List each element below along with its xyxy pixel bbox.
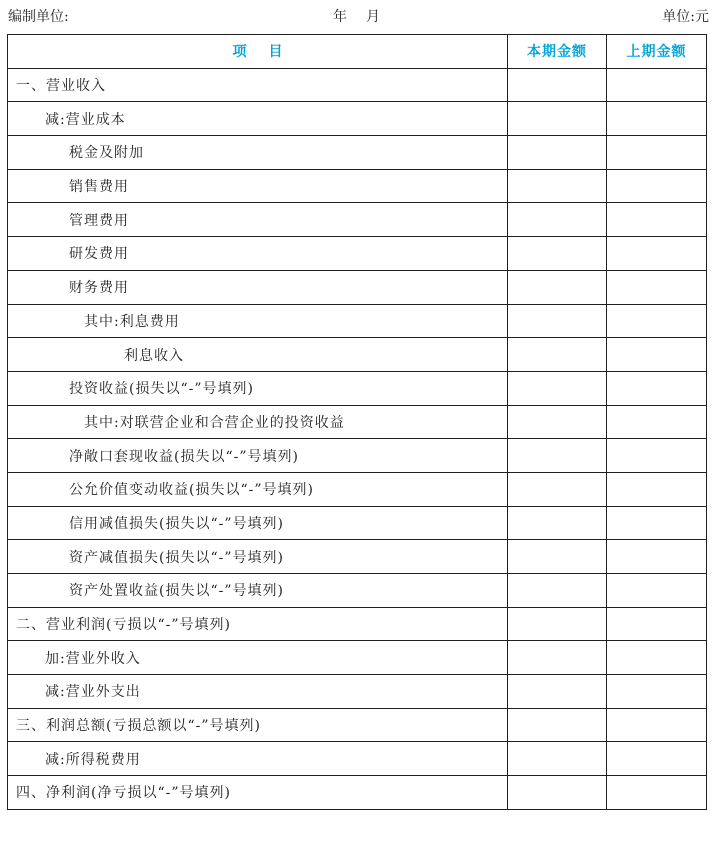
row-label: 财务费用 xyxy=(8,270,508,304)
previous-amount-cell[interactable] xyxy=(607,641,707,675)
row-label: 研发费用 xyxy=(8,237,508,271)
column-header-item-char1: 项 xyxy=(232,44,247,61)
previous-amount-cell[interactable] xyxy=(607,708,707,742)
column-header-previous-period: 上期金额 xyxy=(607,35,707,69)
row-label: 投资收益(损失以“-”号填列) xyxy=(8,371,508,405)
table-row xyxy=(8,169,707,203)
row-label: 其中:利息费用 xyxy=(8,304,508,338)
row-label: 减:营业外支出 xyxy=(8,675,508,709)
previous-amount-cell[interactable] xyxy=(607,472,707,506)
previous-amount-cell[interactable] xyxy=(607,203,707,237)
row-label: 管理费用 xyxy=(8,203,508,237)
reporting-entity-label: 编制单位: xyxy=(8,9,69,25)
row-label: 一、营业收入 xyxy=(8,68,508,102)
column-header-item xyxy=(8,35,508,69)
previous-amount-cell[interactable] xyxy=(607,506,707,540)
previous-amount-cell[interactable] xyxy=(607,742,707,776)
table-row xyxy=(8,540,707,574)
table-row xyxy=(8,338,707,372)
row-label: 资产减值损失(损失以“-”号填列) xyxy=(8,540,508,574)
month-label: 月 xyxy=(366,9,380,25)
table-row xyxy=(8,405,707,439)
row-label: 二、营业利润(亏损以“-”号填列) xyxy=(8,607,508,641)
currency-unit-label: 单位:元 xyxy=(662,9,709,25)
previous-amount-cell[interactable] xyxy=(607,304,707,338)
current-amount-cell[interactable] xyxy=(508,203,607,237)
column-header-item-char2: 目 xyxy=(268,44,283,61)
report-header xyxy=(0,0,719,34)
table-header-row xyxy=(8,35,707,69)
row-label: 减:所得税费用 xyxy=(8,742,508,776)
current-amount-cell[interactable] xyxy=(508,102,607,136)
table-row xyxy=(8,641,707,675)
table-row xyxy=(8,237,707,271)
previous-amount-cell[interactable] xyxy=(607,102,707,136)
table-row xyxy=(8,472,707,506)
previous-amount-cell[interactable] xyxy=(607,574,707,608)
previous-amount-cell[interactable] xyxy=(607,237,707,271)
previous-amount-cell[interactable] xyxy=(607,169,707,203)
previous-amount-cell[interactable] xyxy=(607,136,707,170)
table-row xyxy=(8,136,707,170)
current-amount-cell[interactable] xyxy=(508,136,607,170)
current-amount-cell[interactable] xyxy=(508,675,607,709)
row-label: 利息收入 xyxy=(8,338,508,372)
table-row xyxy=(8,270,707,304)
row-label: 公允价值变动收益(损失以“-”号填列) xyxy=(8,472,508,506)
table-row xyxy=(8,506,707,540)
previous-amount-cell[interactable] xyxy=(607,338,707,372)
current-amount-cell[interactable] xyxy=(508,506,607,540)
previous-amount-cell[interactable] xyxy=(607,540,707,574)
row-label: 其中:对联营企业和合营企业的投资收益 xyxy=(8,405,508,439)
row-label: 三、利润总额(亏损总额以“-”号填列) xyxy=(8,708,508,742)
previous-amount-cell[interactable] xyxy=(607,439,707,473)
previous-amount-cell[interactable] xyxy=(607,776,707,810)
table-row xyxy=(8,68,707,102)
current-amount-cell[interactable] xyxy=(508,270,607,304)
row-label: 四、净利润(净亏损以“-”号填列) xyxy=(8,776,508,810)
current-amount-cell[interactable] xyxy=(508,472,607,506)
current-amount-cell[interactable] xyxy=(508,371,607,405)
income-statement-table xyxy=(7,34,707,810)
previous-amount-cell[interactable] xyxy=(607,405,707,439)
current-amount-cell[interactable] xyxy=(508,439,607,473)
current-amount-cell[interactable] xyxy=(508,607,607,641)
table-row xyxy=(8,574,707,608)
table-row xyxy=(8,675,707,709)
row-label: 税金及附加 xyxy=(8,136,508,170)
table-row xyxy=(8,371,707,405)
row-label: 销售费用 xyxy=(8,169,508,203)
current-amount-cell[interactable] xyxy=(508,68,607,102)
current-amount-cell[interactable] xyxy=(508,776,607,810)
current-amount-cell[interactable] xyxy=(508,574,607,608)
column-header-current-period: 本期金额 xyxy=(508,35,607,69)
row-label: 信用减值损失(损失以“-”号填列) xyxy=(8,506,508,540)
current-amount-cell[interactable] xyxy=(508,742,607,776)
current-amount-cell[interactable] xyxy=(508,641,607,675)
previous-amount-cell[interactable] xyxy=(607,371,707,405)
table-row xyxy=(8,742,707,776)
table-row xyxy=(8,304,707,338)
table-row xyxy=(8,439,707,473)
table-row xyxy=(8,203,707,237)
row-label: 资产处置收益(损失以“-”号填列) xyxy=(8,574,508,608)
current-amount-cell[interactable] xyxy=(508,405,607,439)
row-label: 减:营业成本 xyxy=(8,102,508,136)
previous-amount-cell[interactable] xyxy=(607,607,707,641)
previous-amount-cell[interactable] xyxy=(607,270,707,304)
year-label: 年 xyxy=(333,9,347,25)
current-amount-cell[interactable] xyxy=(508,304,607,338)
current-amount-cell[interactable] xyxy=(508,540,607,574)
table-row xyxy=(8,776,707,810)
current-amount-cell[interactable] xyxy=(508,708,607,742)
current-amount-cell[interactable] xyxy=(508,169,607,203)
row-label: 净敞口套现收益(损失以“-”号填列) xyxy=(8,439,508,473)
table-row xyxy=(8,708,707,742)
table-row xyxy=(8,102,707,136)
table-row xyxy=(8,607,707,641)
current-amount-cell[interactable] xyxy=(508,237,607,271)
previous-amount-cell[interactable] xyxy=(607,675,707,709)
row-label: 加:营业外收入 xyxy=(8,641,508,675)
previous-amount-cell[interactable] xyxy=(607,68,707,102)
current-amount-cell[interactable] xyxy=(508,338,607,372)
